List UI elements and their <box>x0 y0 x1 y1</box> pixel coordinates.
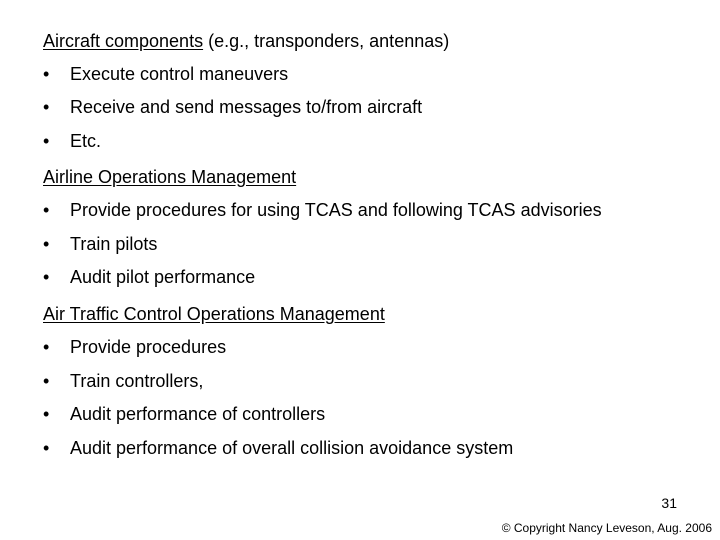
bullet-item <box>43 96 422 118</box>
bullet-dot: • <box>43 404 50 424</box>
bullet-item <box>43 199 602 221</box>
bullet-dot: • <box>43 97 50 117</box>
bullet-item <box>43 63 288 85</box>
section-heading-aircraft-components <box>43 30 449 52</box>
bullet-item <box>43 370 203 392</box>
bullet-text: Execute control maneuvers <box>70 64 289 84</box>
bullet-item <box>43 233 157 255</box>
bullet-item <box>43 437 513 459</box>
bullet-text: Etc. <box>70 131 102 151</box>
bullet-dot: • <box>43 131 50 151</box>
bullet-text: Audit performance of controllers <box>70 404 326 424</box>
bullet-dot: • <box>43 371 50 391</box>
bullet-text: Train pilots <box>70 234 158 254</box>
page-number: 31 <box>661 495 677 511</box>
bullet-text: Provide procedures for using TCAS and following TCAS advisories <box>70 200 602 220</box>
bullet-text: Provide procedures <box>70 337 227 357</box>
section-heading-title: Air Traffic Control Operations Management <box>43 304 385 324</box>
bullet-item <box>43 130 101 152</box>
section-heading-suffix: (e.g., transponders, antennas) <box>203 31 450 51</box>
bullet-dot: • <box>43 337 50 357</box>
bullet-text: Audit performance of overall collision avoidance system <box>70 438 514 458</box>
section-heading-title: Aircraft components <box>43 31 204 51</box>
bullet-text: Receive and send messages to/from aircraft <box>70 97 423 117</box>
bullet-item <box>43 336 226 358</box>
bullet-item <box>43 403 325 425</box>
bullet-text: Audit pilot performance <box>70 267 256 287</box>
copyright-notice: © Copyright Nancy Leveson, Aug. 2006 <box>501 521 712 535</box>
bullet-dot: • <box>43 64 50 84</box>
section-heading-airline-operations <box>43 166 296 188</box>
section-heading-title: Airline Operations Management <box>43 167 297 187</box>
bullet-dot: • <box>43 200 50 220</box>
bullet-dot: • <box>43 267 50 287</box>
bullet-dot: • <box>43 438 50 458</box>
bullet-item <box>43 266 255 288</box>
section-heading-air-traffic-control <box>43 303 385 325</box>
bullet-text: Train controllers, <box>70 371 204 391</box>
bullet-dot: • <box>43 234 50 254</box>
